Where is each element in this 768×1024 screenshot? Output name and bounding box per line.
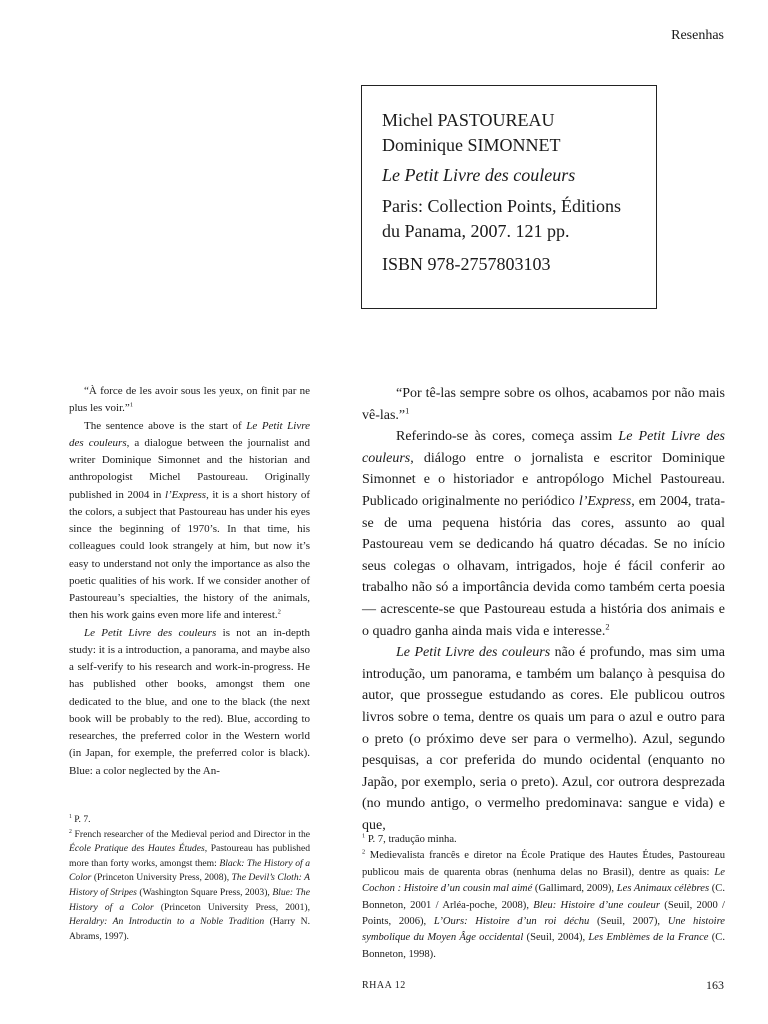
portuguese-paragraph: Referindo-se às cores, começa assim Le Petit Livre des couleurs, diálogo entre o jornalista e escritor Dominique Simonnet e o historiador e antropólogo Michel Pastoureau. Publicado originalmente no periódico l’Express, em 2004, trata-se de uma pequena história das cores, assunto ao qual Pastoureau vem se dedicando há quatro décadas. Se no início seus colegas o olhavam, intrigados, hoje é fácil conferir ao trabalho não só a importância devida como também certa poesia — acrescente-se que Pastoureau estuda a história dos animais e o quadro ganha ainda mais vida e interesse.$^2$ — [362, 429, 725, 639]
book-title: Le Petit Livre des couleurs — [382, 165, 576, 185]
english-column — [69, 383, 310, 780]
author-simonnet: Dominique SIMONNET — [382, 135, 561, 155]
footnote: $^2$ Medievalista francês e diretor na École Pratique des Hautes Études, Pastoureau publicou mais de quarenta obras (nenhuma delas no Brasil), dentre as quais: Le Cochon : Histoire d’un cousin mal aimé (Gallimard, 2009), Les Animaux célèbres (C. Bonneton, 2001 / Arléa-poche, 2008), Bleu: Histoire d’une couleur (Seuil, 2000 / Points, 2006), L’Ours: Histoire d’un roi déchu (Seuil, 2007), Une histoire symbolique du Moyen Âge occidental (Seuil, 2004), Les Emblèmes de la France (C. Bonneton, 1998). — [362, 848, 726, 960]
portuguese-column — [362, 383, 725, 836]
citation-box — [361, 85, 657, 309]
footnote: $^1$ P. 7, tradução minha. — [362, 832, 457, 845]
page-number: 163 — [706, 978, 724, 992]
footnote-ref: 1 — [405, 405, 410, 415]
english-epigraph: “À force de les avoir sous les yeux, on finit par ne plus les voir.”$^1$ — [69, 385, 310, 415]
publisher-info: Paris: Collection Points, Éditions du Panama, 2007. 121 pp. — [382, 196, 622, 241]
portuguese-footnotes — [362, 832, 725, 963]
section-label: Resenhas — [671, 28, 724, 43]
english-footnotes — [69, 813, 310, 944]
isbn: ISBN 978-2757803103 — [382, 254, 551, 274]
footnote-ref: 2 — [277, 608, 281, 616]
footnote: $^1$ P. 7. — [69, 813, 91, 825]
portuguese-epigraph: “Por tê-las sempre sobre os olhos, acabamos por não mais vê-las.”$^1$ — [362, 386, 725, 423]
english-paragraph: The sentence above is the start of Le Petit Livre des couleurs, a dialogue between the journalist and writer Dominique Simonnet and the historian and anthropologist Michel Pastoureau. Originally published in 2004 in l’Express, it is a short history of the colors, a subject that Pastoureau has under his eyes since the beginning of 1970’s. In that time, his colleagues could look strangely at him, but now it’s easy to understand not only the importance as also the poetic qualities of his work. If we consider another of Pastoureau’s specialties, the history of the animals, then his work gains even more life and interest.$^2$ — [69, 419, 310, 622]
footnote: $^2$ French researcher of the Medieval period and Director in the École Pratique des Hautes Études, Pastoureau has published more than forty works, amongst them: Black: The History of a Color (Princeton University Press, 2008), The Devil’s Cloth: A History of Stripes (Washington Square Press, 2003), Blue: The History of a Color (Princeton University Press, 2001), Heraldry: An Introductin to a Noble Tradition (Harry N. Abrams, 1997). — [69, 828, 310, 942]
author-pastoureau: Michel PASTOUREAU — [382, 110, 555, 130]
portuguese-paragraph: Le Petit Livre des couleurs não é profundo, mas sim uma introdução, um panorama, e também um balanço à pesquisa do autor, que prossegue estudando as cores. Ele publicou outros livros sobre o tema, dentre os quais um para o azul e outro para o preto (o próximo deve ser para o vermelho). Azul, segundo pesquisas, a cor preferida do mundo ocidental (enquanto no Japão, por exemplo, seria o preto). Azul, cor outrora desprezada (no mundo antigo, o vermelho predominava: sangue e vida) e que, — [362, 645, 726, 833]
footnote-ref: 2 — [605, 621, 610, 631]
footnote-ref: 1 — [129, 401, 134, 409]
journal-name: RHAA 12 — [362, 980, 406, 991]
english-paragraph: Le Petit Livre des couleurs is not an in-depth study: it is a introduction, a panorama, and maybe also a self-verify to his research and work-in-progress. He has published other books, amongst them one dedicated to the blue, and one to the black (the next book will be probably to the red). Blue, according to researches, the preferred color in the Western world (in Japan, for exemple, the preferred color is black). Blue: a color neglected by the An- — [69, 626, 310, 777]
